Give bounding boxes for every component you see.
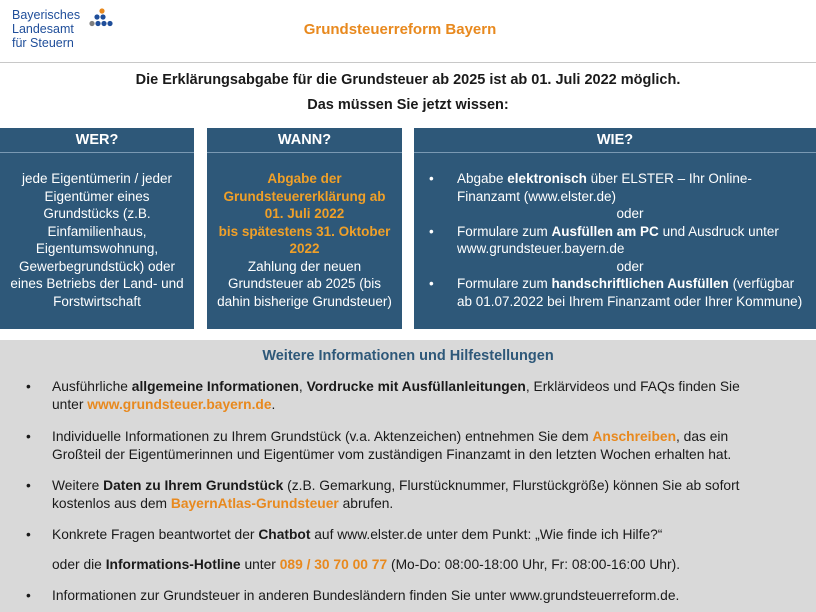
info-1-mid: ,	[298, 379, 307, 394]
bullet-icon: •	[429, 171, 434, 186]
bullet-icon: •	[26, 478, 31, 493]
bullet-icon: •	[26, 527, 31, 542]
info-3-line2-pre: kostenlos aus dem	[52, 496, 171, 511]
header-divider	[0, 62, 816, 63]
wie-oder-1: oder	[616, 206, 644, 221]
info-4-line2-post: (Mo-Do: 08:00-18:00 Uhr, Fr: 08:00-16:00 Uhr).	[387, 557, 681, 572]
wie-item-2-bold: Ausfüllen am PC	[551, 223, 659, 239]
info-1-pre: Ausführliche	[52, 379, 132, 394]
intro-headline: Die Erklärungsabgabe für die Grundsteuer ab 2025 ist ab 01. Juli 2022 möglich.	[135, 72, 681, 88]
info-1-bold-1: allgemeine Informationen	[131, 379, 299, 394]
info-2-pre: Individuelle Informationen zu Ihrem Grundstück (v.a. Aktenzeichen) entnehmen Sie dem	[52, 429, 593, 444]
wie-item-3-bold: handschriftlichen Ausfüllen	[551, 276, 729, 291]
intro-subheadline: Das müssen Sie jetzt wissen:	[307, 97, 509, 113]
info-3-post: (z.B. Gemarkung, Flurstücknummer, Flurstückgröße) können Sie ab sofort	[283, 478, 740, 493]
logo-line-2: Landesamt	[12, 22, 74, 36]
grundsteuer-bayern-link[interactable]: www.grundsteuer.bayern.de	[87, 397, 272, 412]
wie-item-elster	[422, 170, 808, 205]
wer-title: WER?	[0, 128, 194, 153]
info-2-line2: Großteil der Eigentümerinnen und Eigentümer vom zuständigen Finanzamt in den letzten Wochen erhalten hat.	[52, 447, 732, 462]
wie-item-2-post: und Ausdruck unter www.grundsteuer.bayern.de	[457, 223, 779, 256]
wann-box	[207, 128, 402, 329]
bullet-icon: •	[26, 429, 31, 444]
wie-item-handwritten	[422, 275, 808, 310]
info-2-post: , das ein	[676, 429, 729, 444]
bayernatlas-link[interactable]: BayernAtlas-Grundsteuer	[170, 496, 339, 511]
wie-item-pc	[422, 223, 808, 258]
info-4-line2-bold: Informations-Hotline	[105, 557, 241, 572]
wer-text: jede Eigentümerin / jeder Eigentümer eines Grundstücks (z.B. Einfamilienhaus, Eigentumswohnung, Gewerbegrundstück) oder eines Betriebs der Land- und Forstwirtschaft	[10, 171, 184, 309]
info-1-line2-post: .	[271, 397, 276, 412]
info-3-line2-post: abrufen.	[338, 496, 394, 511]
logo-line-1: Bayerisches	[12, 8, 81, 22]
info-4-line2-pre: oder die	[52, 557, 106, 572]
bullet-icon: •	[429, 276, 434, 291]
info-4-post: auf www.elster.de unter dem Punkt: „Wie finde ich Hilfe?“	[310, 527, 663, 542]
info-1-line2-pre: unter	[52, 397, 88, 412]
info-4-pre: Konkrete Fragen beantwortet der	[52, 527, 259, 542]
wie-list	[414, 153, 816, 310]
info-title: Weitere Informationen und Hilfestellungen	[262, 348, 554, 364]
wann-text-block	[207, 153, 402, 310]
info-4-bold: Chatbot	[258, 527, 311, 542]
info-4-line2-mid: unter	[240, 557, 280, 572]
wie-item-3-pre: Formulare zum	[457, 276, 552, 291]
wie-title: WIE?	[414, 128, 816, 153]
wann-payment-note: Zahlung der neuen Grundsteuer ab 2025 (bis dahin bisherige Grundsteuer)	[217, 258, 392, 309]
wer-box	[0, 128, 194, 329]
hotline-phone-link[interactable]: 089 / 30 70 00 77	[279, 557, 388, 572]
info-5-text: Informationen zur Grundsteuer in anderen Bundesländern finden Sie unter www.grundsteuerreform.de.	[52, 588, 680, 603]
info-3-bold: Daten zu Ihrem Grundstück	[103, 478, 284, 493]
info-section	[0, 340, 816, 612]
wie-item-2-pre: Formulare zum	[457, 223, 552, 239]
page-title: Grundsteuerreform Bayern	[303, 21, 497, 38]
wann-deadline-start: Abgabe der Grundsteuererklärung ab 01. Juli 2022	[223, 171, 386, 221]
wie-item-1-post: über ELSTER – Ihr Online-Finanzamt (www.elster.de)	[457, 171, 752, 204]
wann-title: WANN?	[207, 128, 402, 153]
wie-box	[414, 128, 816, 329]
wann-deadline-end: bis spätestens 31. Oktober 2022	[218, 223, 391, 256]
bullet-icon: •	[26, 379, 31, 394]
wie-item-1-pre: Abgabe	[457, 171, 508, 186]
logo-line-3: für Steuern	[12, 36, 74, 50]
wie-item-1-bold: elektronisch	[507, 171, 587, 186]
wie-oder-2: oder	[616, 258, 644, 274]
info-3-pre: Weitere	[52, 478, 104, 493]
wie-item-3-post: (verfügbar ab 01.07.2022 bei Ihrem Finanzamt oder Ihrer Kommune)	[457, 276, 803, 309]
bullet-icon: •	[429, 223, 434, 239]
info-1-post: , Erklärvideos und FAQs finden Sie	[525, 379, 740, 394]
anschreiben-link[interactable]: Anschreiben	[592, 429, 676, 444]
info-1-bold-2: Vordrucke mit Ausfüllanleitungen	[306, 379, 526, 394]
bullet-icon: •	[26, 588, 31, 603]
